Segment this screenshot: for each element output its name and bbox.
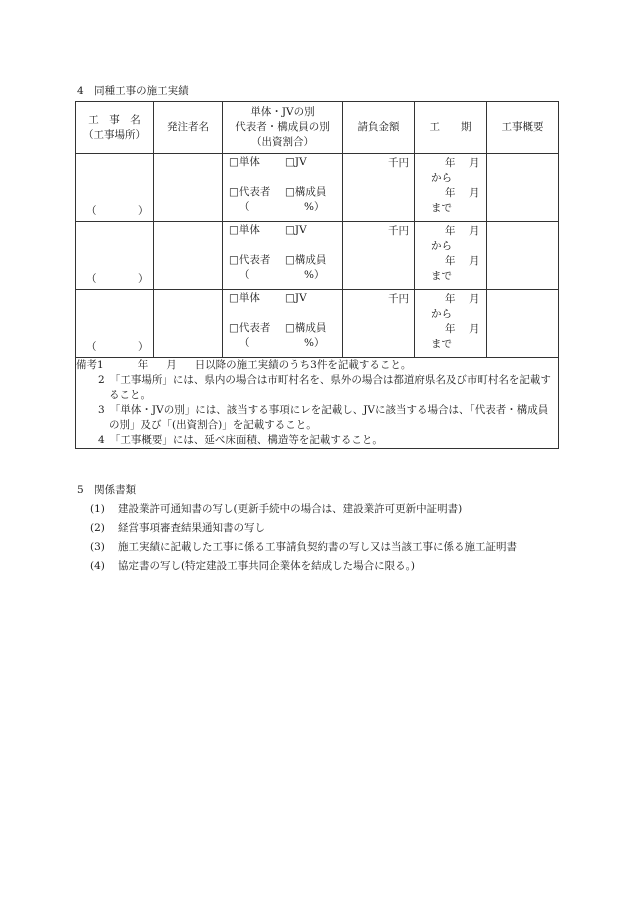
period-cell[interactable] [415, 154, 487, 222]
ratio-percent: %） [304, 269, 325, 281]
ratio-open: （ [239, 337, 250, 349]
project-name-cell[interactable] [76, 222, 154, 290]
item-text: 施工実績に記載した工事に係る工事請負契約書の写し又は当該工事に係る施工証明書 [118, 541, 517, 553]
start-month: 月 [469, 293, 480, 305]
member-checkbox[interactable]: □構成員 [285, 322, 327, 334]
start-month: 月 [469, 225, 480, 237]
header-project-name-line1: 工 事 名 [88, 113, 141, 126]
paren-close: ） [138, 273, 149, 285]
table-row [76, 154, 559, 222]
representative-checkbox[interactable]: □代表者 [229, 186, 271, 198]
item-number: (2) [90, 522, 105, 534]
period-cell[interactable] [415, 222, 487, 290]
paren-close: ） [138, 205, 149, 217]
overview-cell[interactable] [487, 154, 559, 222]
start-year: 年 [445, 225, 456, 237]
amount-cell[interactable] [343, 154, 415, 222]
header-project-name [76, 102, 154, 154]
table-header-row [76, 102, 559, 154]
section-5-heading: 5 関係書類 [77, 484, 137, 496]
overview-cell[interactable] [487, 290, 559, 358]
header-period: 工 期 [415, 102, 487, 154]
table-row [76, 222, 559, 290]
ratio-percent: %） [304, 201, 325, 213]
header-amount: 請負金額 [343, 102, 415, 154]
end-year: 年 [445, 323, 456, 335]
until-label: まで [431, 270, 452, 282]
ratio-open: （ [239, 269, 250, 281]
representative-checkbox[interactable]: □代表者 [229, 322, 271, 334]
header-project-location: （工事場所） [83, 128, 146, 141]
member-checkbox[interactable]: □構成員 [285, 186, 327, 198]
ratio-percent: %） [304, 337, 325, 349]
single-checkbox[interactable]: □単体 [229, 156, 260, 168]
paren-open: （ [86, 273, 97, 285]
related-documents-list [90, 500, 560, 576]
type-cell [223, 222, 343, 290]
project-name-cell[interactable] [76, 154, 154, 222]
type-cell [223, 154, 343, 222]
end-month: 月 [469, 323, 480, 335]
end-month: 月 [469, 255, 480, 267]
amount-unit: 千円 [388, 225, 409, 237]
start-year: 年 [445, 293, 456, 305]
jv-checkbox[interactable]: □JV [285, 224, 307, 236]
from-label: から [431, 172, 452, 184]
type-cell [223, 290, 343, 358]
ratio-open: （ [239, 201, 250, 213]
construction-record-table [75, 101, 559, 449]
note-4: 4 「工事概要」には、延べ床面積、構造等を記載すること。 [98, 434, 383, 446]
note-1 [76, 358, 558, 373]
orderer-cell[interactable] [154, 154, 223, 222]
note-1-month: 月 [166, 359, 177, 371]
member-checkbox[interactable]: □構成員 [285, 254, 327, 266]
jv-checkbox[interactable]: □JV [285, 292, 307, 304]
from-label: から [431, 240, 452, 252]
end-year: 年 [445, 255, 456, 267]
header-type-line1: 単体・JVの別 [250, 106, 315, 118]
until-label: まで [431, 202, 452, 214]
amount-unit: 千円 [388, 157, 409, 169]
header-type [223, 102, 343, 154]
single-checkbox[interactable]: □単体 [229, 292, 260, 304]
amount-cell[interactable] [343, 290, 415, 358]
section-4-heading: 4 同種工事の施工実績 [77, 85, 189, 97]
header-type-line3: （出資割合） [251, 136, 314, 148]
notes-cell [76, 358, 559, 449]
note-1-text: 日以降の施工実績のうち3件を記載すること。 [194, 359, 412, 371]
list-item [90, 500, 560, 518]
from-label: から [431, 308, 452, 320]
item-number: (1) [90, 503, 105, 515]
paren-close: ） [138, 341, 149, 353]
paren-open: （ [86, 341, 97, 353]
end-month: 月 [469, 187, 480, 199]
paren-open: （ [86, 205, 97, 217]
jv-checkbox[interactable]: □JV [285, 156, 307, 168]
until-label: まで [431, 338, 452, 350]
start-month: 月 [469, 157, 480, 169]
note-3: 3 「単体・JVの別」には、該当する事項にレを記載し、JVに該当する場合は、「代表者・構成員の別」及び「(出資割合)」を記載すること。 [98, 404, 549, 431]
list-item [90, 557, 560, 575]
period-cell[interactable] [415, 290, 487, 358]
single-checkbox[interactable]: □単体 [229, 224, 260, 236]
end-year: 年 [445, 187, 456, 199]
project-name-cell[interactable] [76, 290, 154, 358]
item-text: 協定書の写し(特定建設工事共同企業体を結成した場合に限る。) [118, 560, 415, 572]
start-year: 年 [445, 157, 456, 169]
orderer-cell[interactable] [154, 290, 223, 358]
item-text: 経営事項審査結果通知書の写し [118, 522, 265, 534]
table-row [76, 290, 559, 358]
representative-checkbox[interactable]: □代表者 [229, 254, 271, 266]
amount-cell[interactable] [343, 222, 415, 290]
notes-row [76, 358, 559, 449]
list-item [90, 519, 560, 537]
item-number: (3) [90, 541, 105, 553]
item-text: 建設業許可通知書の写し(更新手続中の場合は、建設業許可更新中証明書) [118, 503, 463, 515]
header-orderer: 発注者名 [154, 102, 223, 154]
note-1-year: 年 [137, 359, 149, 371]
amount-unit: 千円 [388, 293, 409, 305]
item-number: (4) [90, 560, 105, 572]
orderer-cell[interactable] [154, 222, 223, 290]
overview-cell[interactable] [487, 222, 559, 290]
list-item [90, 538, 560, 556]
header-overview: 工事概要 [487, 102, 559, 154]
header-type-line2: 代表者・構成員の別 [235, 121, 330, 133]
note-1-label: 備考1 [76, 359, 104, 371]
note-2: 2 「工事場所」には、県内の場合は市町村名を、県外の場合は都道府県名及び市町村名を記載すること。 [98, 374, 551, 401]
